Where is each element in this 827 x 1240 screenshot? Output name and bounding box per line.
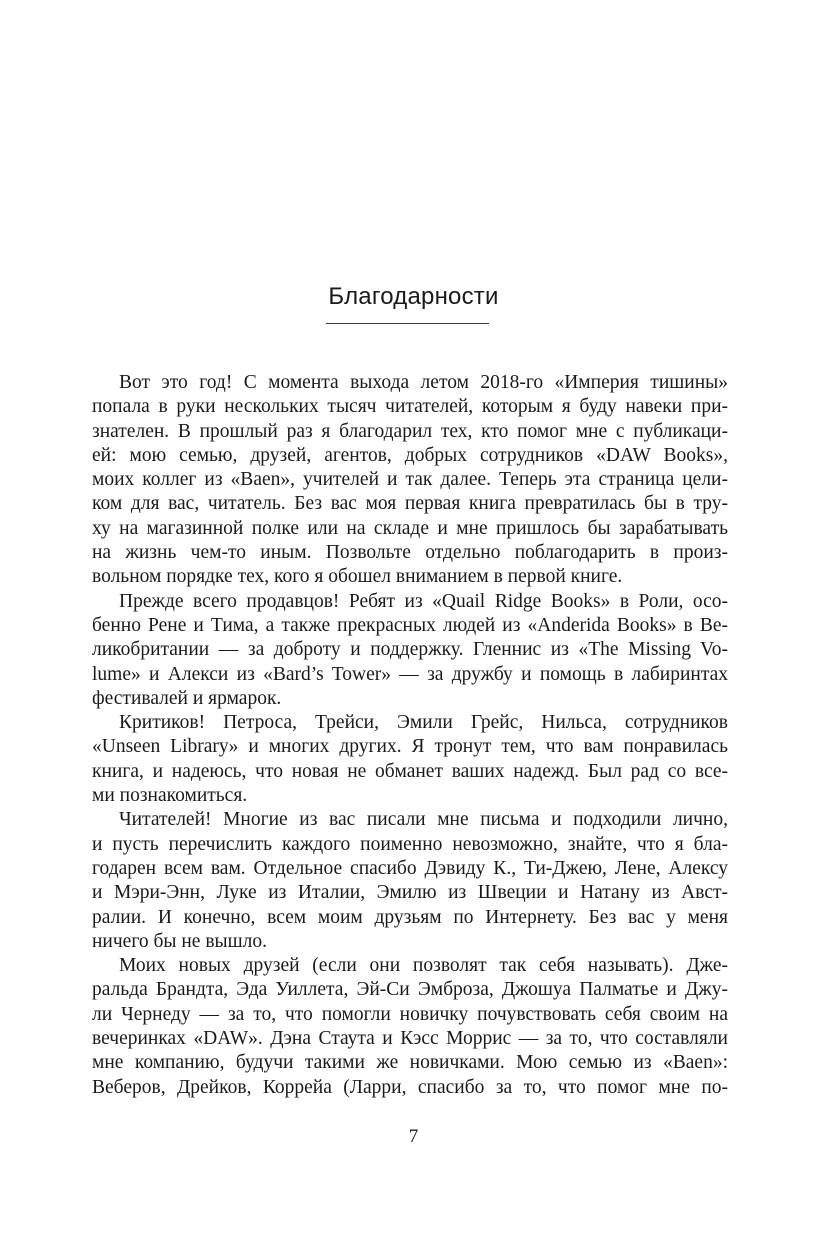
text-line: знателен. В прошлый раз я благодарил тех, кто помог мне с публикаци- xyxy=(92,420,728,442)
text-line: ральда Брандта, Эда Уиллета, Эй-Си Эмброза, Джошуа Палматье и Джу- xyxy=(92,979,728,1001)
text-line: lume» и Алекси из «Bard’s Tower» — за дружбу и помощь в лабиринтах xyxy=(92,663,728,685)
title-underline xyxy=(326,323,489,324)
text-line: книга, и надеюсь, что новая не обманет ваших надежд. Был рад со все- xyxy=(92,760,728,782)
text-line: и Мэри-Энн, Луке из Италии, Эмилю из Швеции и Натану из Авст- xyxy=(92,882,728,904)
paragraph xyxy=(92,371,728,590)
text-line: вольном порядке тех, кого я обошел вниманием в первой книге. xyxy=(92,566,623,588)
text-line: бенно Рене и Тима, а также прекрасных людей из «Anderida Books» в Ве- xyxy=(92,614,728,636)
text-line: ком для вас, читатель. Без вас моя первая книга превратилась бы в тру- xyxy=(92,493,728,515)
paragraph xyxy=(92,954,728,1100)
text-line: Моих новых друзей (если они позволят так себя называть). Дже- xyxy=(119,955,728,977)
text-line: «Unseen Library» и многих других. Я тронут тем, что вам понравилась xyxy=(92,736,728,758)
text-line: Прежде всего продавцов! Ребят из «Quail Ridge Books» в Роли, осо- xyxy=(119,590,728,612)
text-line: фестивалей и ярмарок. xyxy=(92,687,282,709)
text-line: и пусть перечислить каждого поименно невозможно, знайте, что я бла- xyxy=(92,833,728,855)
text-line: попала в руки нескольких тысяч читателей, которым я буду навеки при- xyxy=(92,396,728,418)
text-line: моих коллег из «Baen», учителей и так далее. Теперь эта страница цели- xyxy=(92,469,728,491)
paragraph xyxy=(92,808,728,954)
body-text xyxy=(92,371,728,1100)
text-line: Читателей! Многие из вас писали мне письма и подходили лично, xyxy=(119,809,728,831)
chapter-title: Благодарности xyxy=(328,283,499,310)
text-line: Вот это год! С момента выхода летом 2018-го «Империя тишины» xyxy=(119,372,728,393)
paragraph xyxy=(92,590,728,711)
text-line: годарен всем вам. Отдельное спасибо Дэвиду К., Ти-Джею, Лене, Алексу xyxy=(92,857,728,879)
text-line: ми познакомиться. xyxy=(92,785,248,807)
text-line: вечеринках «DAW». Дэна Стаута и Кэсс Моррис — за то, что составляли xyxy=(92,1028,728,1050)
text-line: ей: мою семью, друзей, агентов, добрых сотрудников «DAW Books», xyxy=(92,444,728,466)
text-line: Веберов, Дрейков, Коррейа (Ларри, спасибо за то, что помог мне по- xyxy=(92,1076,728,1098)
text-line: ху на магазинной полке или на складе и мне пришлось бы зарабатывать xyxy=(92,517,728,539)
text-line: Критиков! Петроса, Трейси, Эмили Грейс, Нильса, сотрудников xyxy=(119,712,728,734)
text-line: ли Чернеду — за то, что помогли новичку почувствовать себя своим на xyxy=(92,1003,728,1025)
text-line: на жизнь чем-то иным. Позвольте отдельно поблагодарить в произ- xyxy=(92,542,728,564)
text-line: ликобритании — за доброту и поддержку. Гленнис из «The Missing Vo- xyxy=(92,639,728,661)
text-line: мне компанию, будучи такими же новичками. Мою семью из «Baen»: xyxy=(92,1052,728,1074)
paragraph xyxy=(92,711,728,808)
text-line: ничего бы не вышло. xyxy=(92,930,268,952)
text-line: ралии. И конечно, всем моим друзьям по Интернету. Без вас у меня xyxy=(92,906,728,928)
page-number: 7 xyxy=(408,1126,419,1147)
